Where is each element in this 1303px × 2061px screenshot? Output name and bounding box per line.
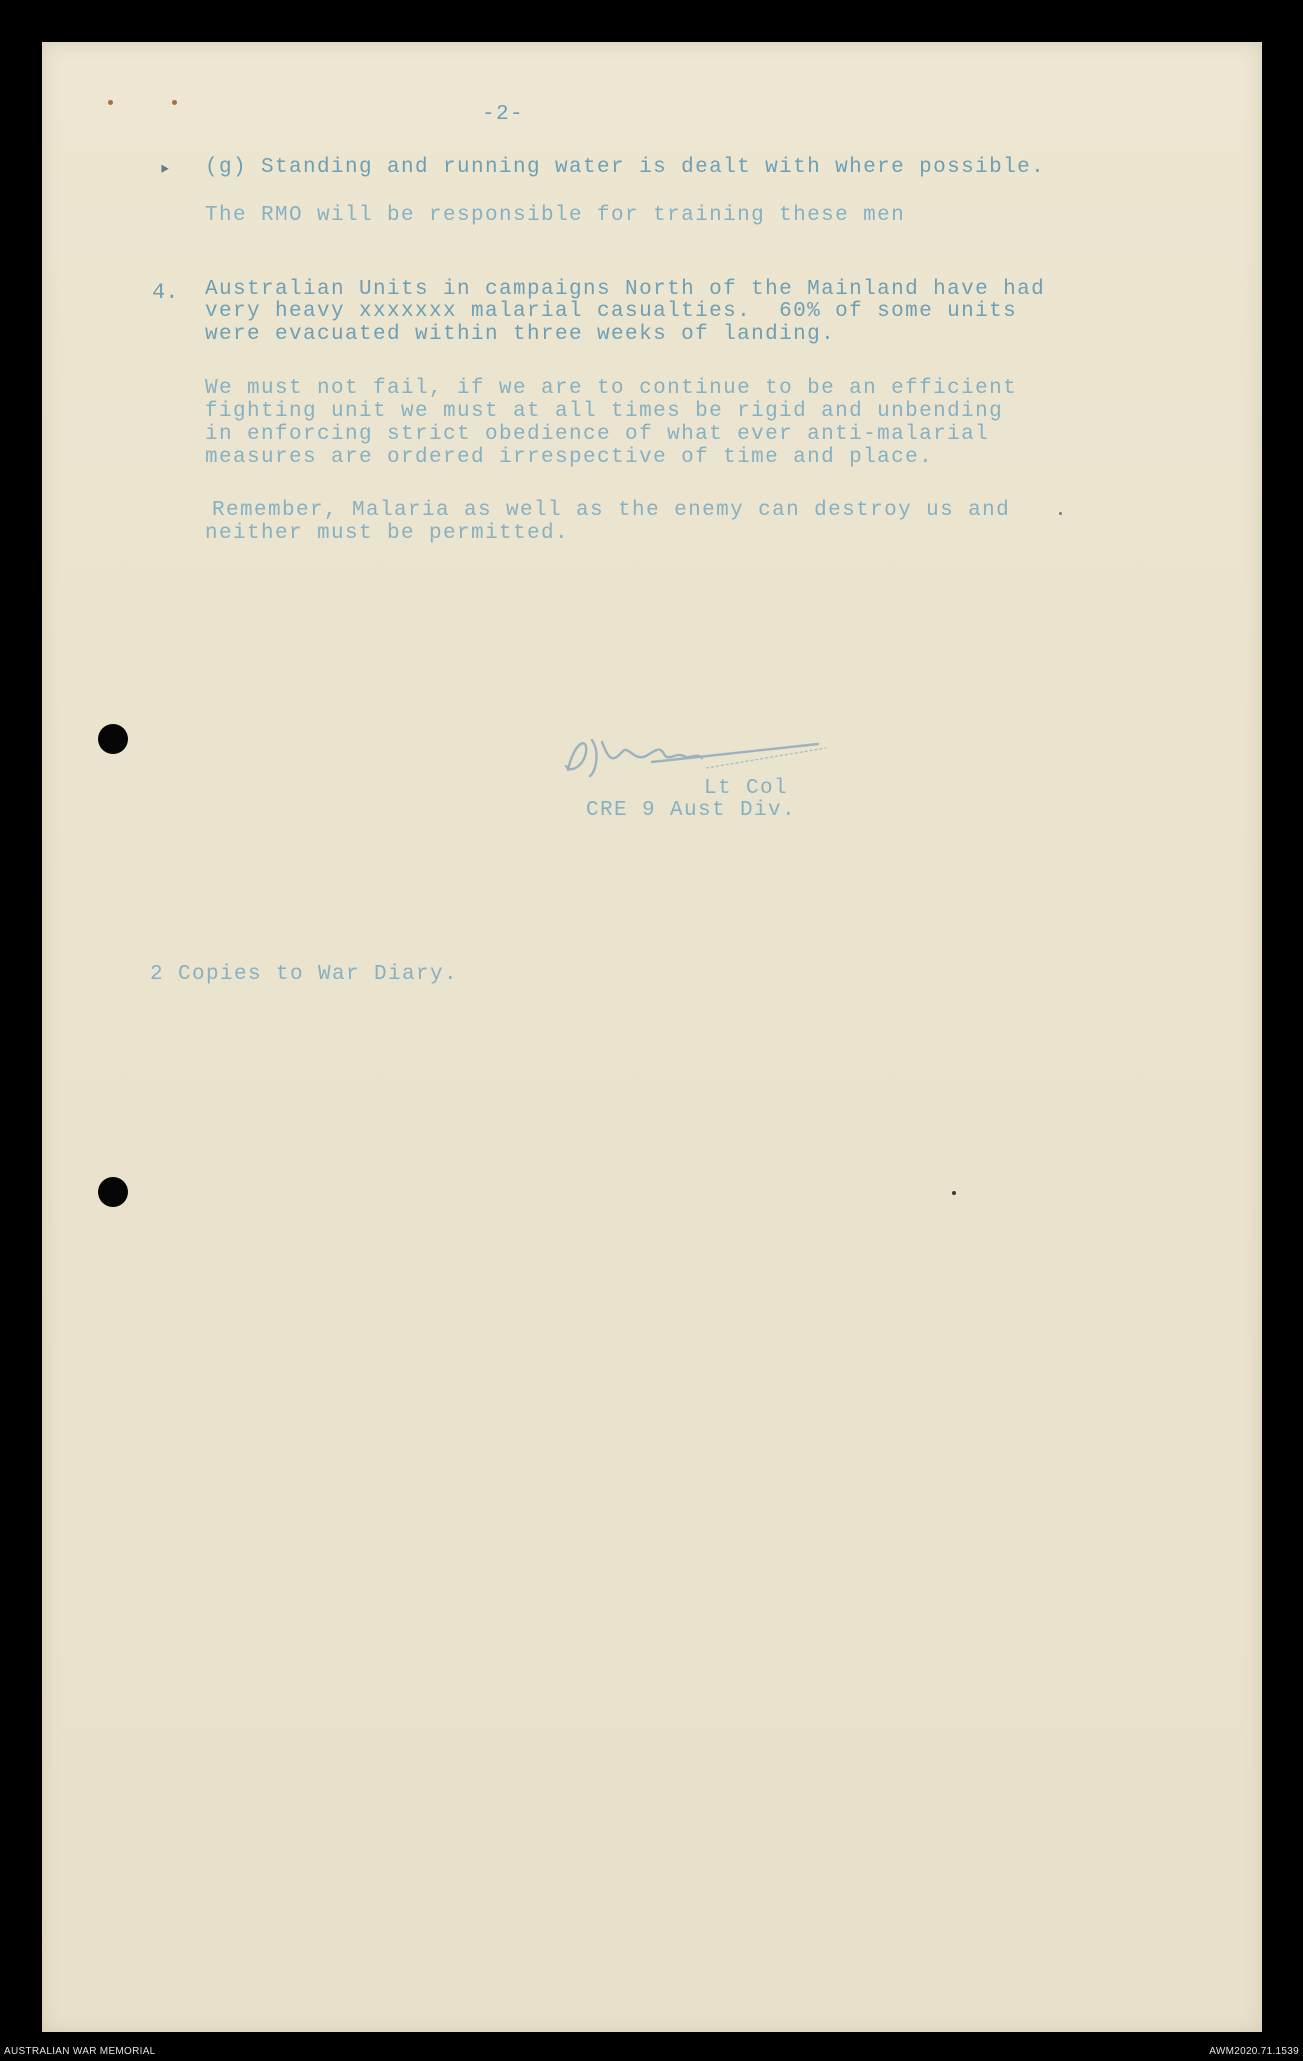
rust-mark: [108, 100, 113, 105]
copies-note: 2 Copies to War Diary.: [150, 963, 459, 986]
paragraph-5-line: measures are ordered irrespective of time and place.: [205, 446, 934, 469]
paragraph-5-line: in enforcing strict obedience of what ever anti-malarial: [205, 423, 990, 446]
margin-mark: ‣: [158, 159, 172, 184]
paragraph-number: 4.: [152, 280, 179, 305]
page-number: -2-: [482, 103, 525, 126]
signature-unit: CRE 9 Aust Div.: [586, 799, 797, 822]
handwritten-signature: [556, 722, 836, 792]
footer-accession: AWM2020.71.1539: [1209, 2046, 1299, 2057]
paragraph-4-line: Australian Units in campaigns North of the Mainland have had: [205, 278, 1046, 301]
rust-mark: [172, 100, 177, 105]
document-page: [42, 42, 1262, 2032]
paragraph-5-line: We must not fail, if we are to continue to be an efficient: [205, 377, 1018, 400]
paragraph-6-line: neither must be permitted.: [205, 522, 570, 545]
punch-hole: [98, 724, 128, 754]
paragraph-4-line: were evacuated within three weeks of landing.: [205, 323, 836, 346]
punch-hole: [98, 1177, 128, 1207]
paragraph-5-line: fighting unit we must at all times be rigid and unbending: [205, 400, 1004, 423]
paragraph-6-line: Remember, Malaria as well as the enemy can destroy us and: [212, 499, 1011, 522]
ink-speck: [952, 1191, 956, 1195]
ink-speck: [1059, 512, 1062, 515]
signature-rank: Lt Col: [704, 777, 789, 800]
rmo-line: The RMO will be responsible for training these men: [205, 204, 906, 227]
footer-credit: AUSTRALIAN WAR MEMORIAL: [4, 2046, 156, 2057]
item-g-text: (g) Standing and running water is dealt with where possible.: [205, 156, 1046, 179]
paragraph-4-line: very heavy xxxxxxx malarial casualties. 60% of some units: [205, 300, 1018, 323]
